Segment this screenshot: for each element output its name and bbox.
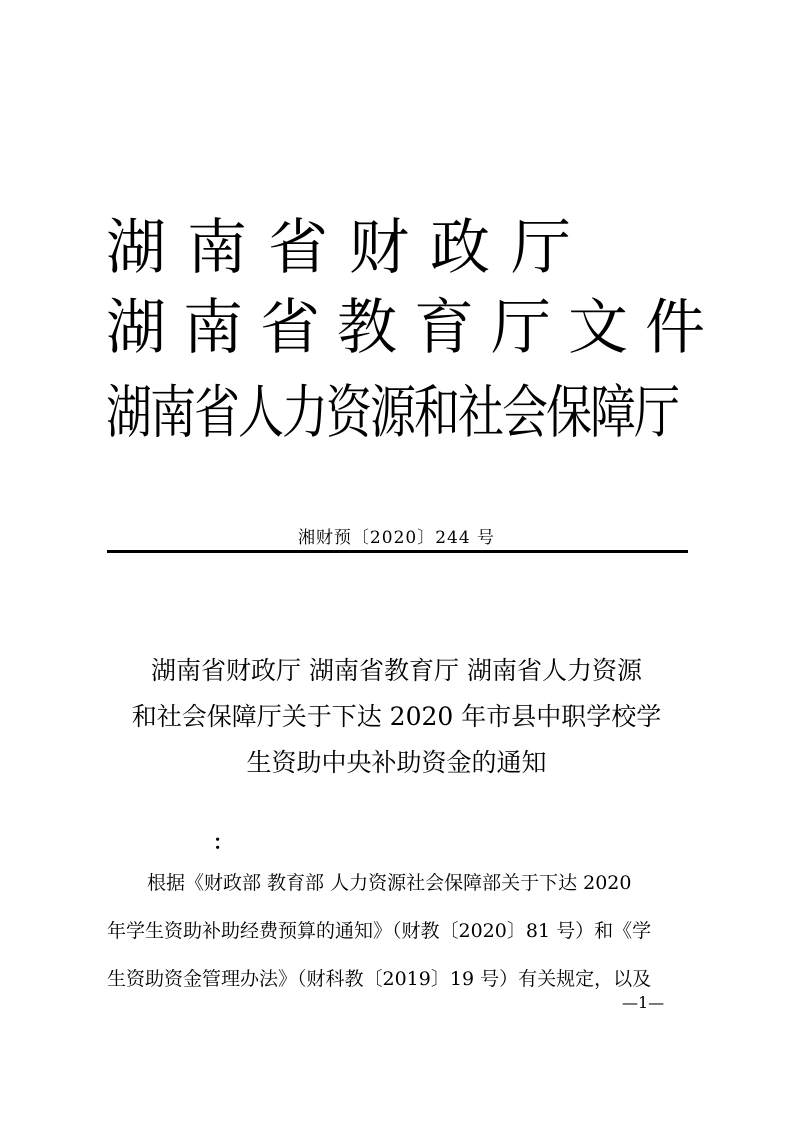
title-line-1: 湖南省财政厅 湖南省教育厅 湖南省人力资源 [151, 656, 642, 685]
salutation: ： [213, 830, 233, 854]
document-title [90, 648, 703, 786]
document-number: 湘财预〔2020〕244 号 [297, 528, 496, 548]
body-line-3: 生资助资金管理办法》（财科教〔2019〕19 号）有关规定，以及 [107, 968, 652, 990]
title-line-2: 和社会保障厅关于下达 2020 年市县中职学校学 [131, 702, 662, 731]
issuer-line-education: 湖南省教育厅文件 [106, 293, 722, 363]
issuer-line-finance: 湖南省财政厅 [106, 213, 592, 283]
body-line-1: 根据《财政部 教育部 人力资源社会保障部关于下达 2020 [147, 872, 632, 894]
title-line-3: 生资助中央补助资金的通知 [246, 748, 547, 777]
header-rule [107, 550, 688, 553]
issuer-line-hrss: 湖南省人力资源和社会保障厅 [106, 378, 678, 446]
body-line-2: 年学生资助补助经费预算的通知》（财教〔2020〕81 号）和《学 [107, 920, 652, 942]
page-number: —1— [622, 993, 665, 1012]
